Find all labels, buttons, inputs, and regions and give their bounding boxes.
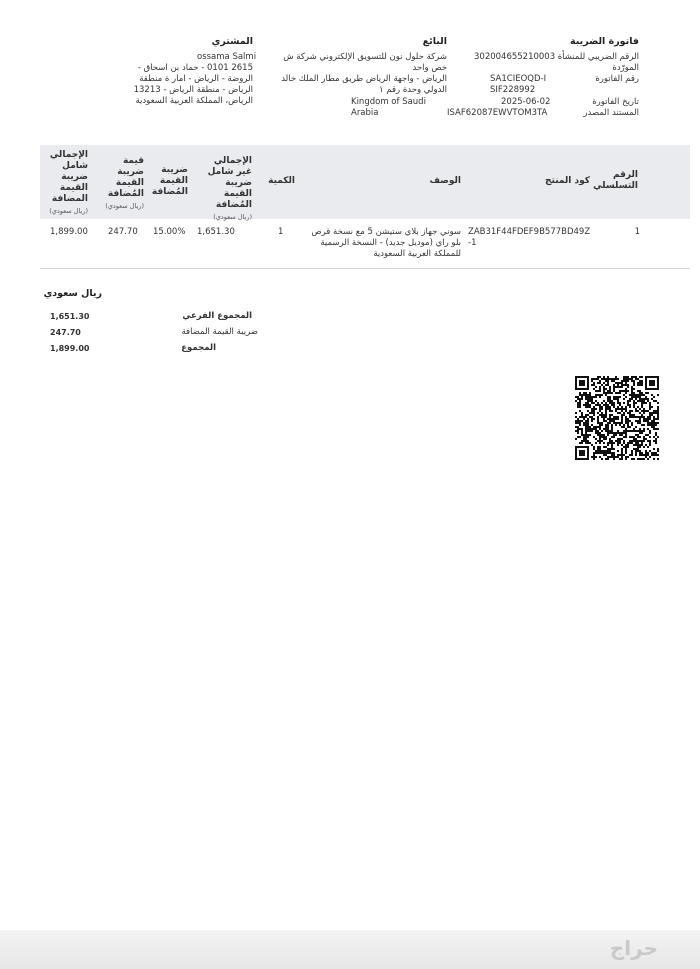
- seller-title: البائع: [422, 36, 447, 47]
- subtotal-value: 1,651.30: [50, 312, 90, 321]
- cell-subtotal-ex-vat: 1,651.30: [197, 227, 235, 237]
- haraj-watermark: حراج: [609, 936, 658, 960]
- vat-value: 247.70: [50, 328, 81, 337]
- buyer-title: المشتري: [211, 36, 253, 47]
- cell-vat-rate: 15.00%: [153, 227, 186, 237]
- summary-currency: ريال سعودي: [43, 288, 102, 299]
- currency-note: (ريال سعودي): [49, 207, 88, 215]
- cell-serial: 1: [634, 227, 640, 237]
- header-total-inc-vat: [44, 150, 88, 217]
- header-serial: الرقم التسلسلي: [593, 170, 638, 191]
- header-total-inc-vat-label: الإجمالي شامل ضريبة القيمة المضافة: [49, 150, 88, 204]
- header-product-code: كود المنتج: [545, 176, 590, 186]
- vat-number-value: 302004655210003: [474, 52, 556, 62]
- currency-note: (ريال سعودي): [105, 202, 144, 210]
- row-divider: [40, 268, 690, 269]
- invoice-number-value: SA1CIEOQD-ISIF228992: [490, 74, 547, 95]
- seller-name: شركة حلول نون للتسويق الإلكتروني شركة ش خص واحد: [283, 52, 447, 73]
- cell-vat-amount: 247.70: [108, 227, 138, 237]
- header-vat-amount-label: قيمة ضريبة القيمة المُضافة: [107, 156, 144, 199]
- seller-address: الرياض - واجهة الرياض طريق مطار الملك خالد الدولي وحدة رقم ١: [281, 74, 447, 95]
- qr-code: [575, 376, 659, 460]
- vat-number-label: الرقم الضريبي للمنشأة المورّدة: [557, 52, 639, 73]
- invoice-date-label: تاريخ الفاتورة: [592, 97, 639, 107]
- cell-product-code: ZAB31F44FDEF9B577BD49Z-1: [468, 227, 591, 248]
- header-subtotal-ex-vat-label: الإجمالي غير شامل ضريبة القيمة المُضافة: [207, 156, 252, 210]
- invoice-date-value: 2025-06-02: [501, 97, 551, 107]
- invoice-number-label: رقم الفاتورة: [595, 74, 639, 84]
- header-vat-amount: [104, 156, 144, 212]
- header-description: الوصف: [429, 176, 461, 186]
- source-document-label: المستند المصدر: [583, 108, 639, 118]
- invoice-title: فاتورة الضريبة: [570, 36, 639, 47]
- total-value: 1,899.00: [50, 344, 90, 353]
- source-document-value: ISAF62087EWVTOM3TA: [447, 108, 548, 118]
- currency-note: (ريال سعودي): [213, 213, 252, 221]
- seller-country: Kingdom of Saudi Arabia: [351, 97, 426, 118]
- cell-total-inc-vat: 1,899.00: [50, 227, 88, 237]
- cell-quantity: 1: [278, 227, 284, 237]
- cell-description: سوني جهاز بلاي ستيشن 5 مع نسخة قرص بلو راي (موديل جديد) - النسخة الرسمية للمملكة العربية السعودية: [311, 227, 461, 259]
- header-vat-rate: ضريبة القيمة المُضافة: [151, 165, 188, 197]
- buyer-name: ossama Salmi: [197, 52, 257, 62]
- total-label: المجموع: [181, 343, 216, 353]
- subtotal-label: المجموع الفرعي: [182, 311, 252, 321]
- footer-band: [0, 930, 700, 969]
- buyer-address: 2615 0101 - حماد بن اسحاق - الروضة - الرياض - امار ة منطقة الرياض - منطقة الرياض - 13213 الرياض، المملكة العربية السعودية: [133, 63, 253, 106]
- header-subtotal-ex-vat: [196, 156, 252, 223]
- vat-label: ضريبة القيمة المضافة: [181, 327, 258, 337]
- header-quantity: الكمية: [268, 176, 295, 186]
